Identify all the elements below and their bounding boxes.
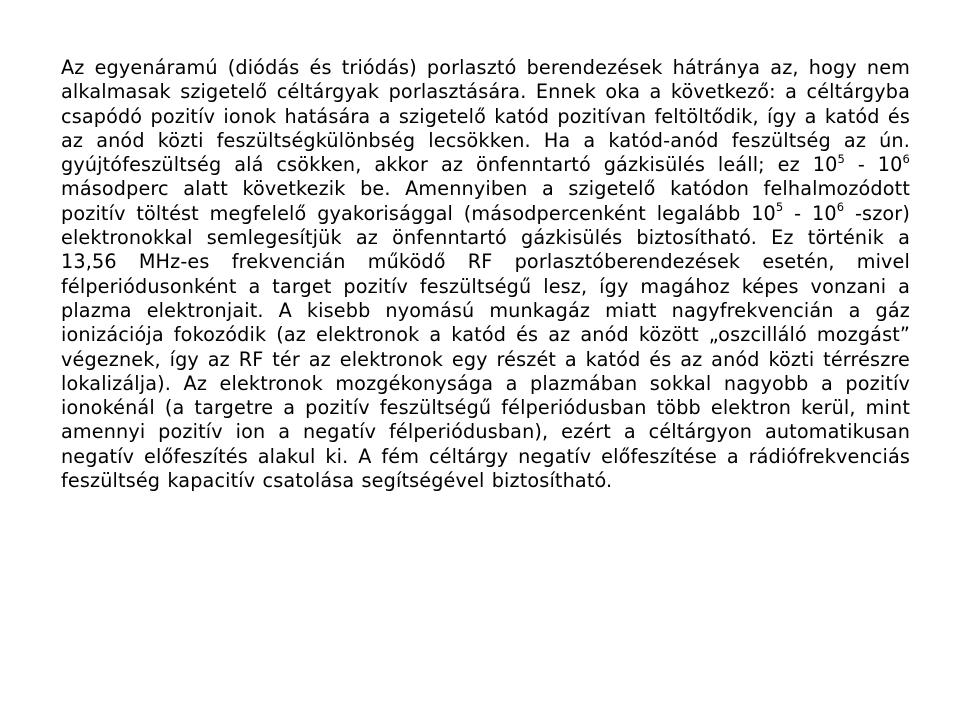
text-run: másodperc alatt következik be. Amennyiben a szigetelő katódon felhalmozódott pozitív töltést megfelelő gyakorisággal (másodpercenként legalább 10: [61, 177, 910, 225]
exponent: 5: [837, 151, 845, 166]
body-paragraph: [61, 56, 910, 493]
text-run: Az egyenáramú (diódás és triódás) porlasztó berendezések hátránya az, hogy nem alkalmasak szigetelő céltárgyak porlasztására. Ennek oka a következő: a céltárgyba csapódó pozitív ionok hatására a szigetelő katód pozitívan feltöltődik, így a katód és az anód közti feszültségkülönbség lecsökken. Ha a katód-anód feszültség az ún. gyújtófeszültség alá csökken, akkor az önfenntartó gázkisülés leáll; ez 10: [61, 56, 910, 177]
exponent: 6: [836, 200, 845, 215]
text-run: - 10: [844, 153, 903, 177]
exponent: 6: [902, 151, 910, 166]
text-run: - 10: [783, 201, 837, 225]
exponent: 5: [775, 200, 784, 215]
text-run: -szor) elektronokkal semlegesítjük az önfenntartó gázkisülés biztosítható. Ez történik a 13,56 MHz-es frekvencián működő RF porlasztóberendezések esetén, mivel félperiódusonként a target pozitív feszültségű lesz, így magához képes vonzani a plazma elektronjait. A kisebb nyomású munkagáz miatt nagyfrekvencián a gáz ionizációja fokozódik (az elektronok a katód és az anód között „oszcilláló mozgást” végeznek, így az RF tér az elektronok egy részét a katód és az anód közti térrészre lokalizálja). Az elektronok mozgékonysága a plazmában sokkal nagyobb a pozitív ionokénál (a targetre a pozitív feszültségű félperiódusban több elektron kerül, mint amennyi pozitív ion a negatív félperiódusban), ezért a céltárgyon automatikusan negatív előfeszítés alakul ki. A fém céltárgy negatív előfeszítése a rádiófrekvenciás feszültség kapacitív csatolása segítségével biztosítható.: [61, 201, 910, 493]
